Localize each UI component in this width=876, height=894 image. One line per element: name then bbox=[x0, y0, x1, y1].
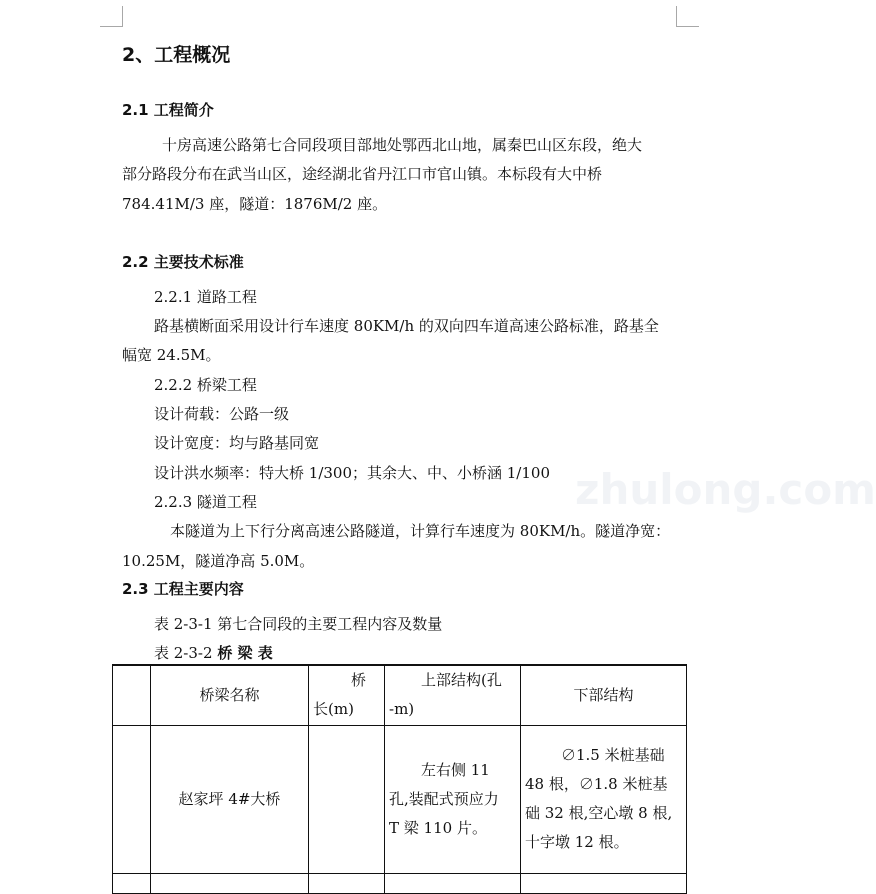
intro-line-1: 十房高速公路第七合同段项目部地处鄂西北山地，属秦巴山区东段，绝大 bbox=[162, 136, 643, 154]
table2-caption-prefix: 表 2-3-2 bbox=[154, 644, 218, 662]
partial-cell-1 bbox=[113, 873, 151, 893]
row-bridge-name: 赵家坪 4#大桥 bbox=[151, 725, 309, 873]
table2-caption-title: 桥 梁 表 bbox=[217, 644, 273, 662]
row-lower-line-4: 十字墩 12 根。 bbox=[525, 833, 629, 851]
page-corner-mark-right bbox=[676, 6, 699, 27]
heading-2-2: 2.2 主要技术标准 bbox=[122, 253, 244, 271]
tunnel-line-2: 10.25M，隧道净高 5.0M。 bbox=[122, 552, 315, 570]
row-lower-line-1: ∅1.5 米桩基础 bbox=[561, 746, 665, 764]
row-length bbox=[309, 725, 385, 873]
bridge-line-3: 设计洪水频率：特大桥 1/300；其余大、中、小桥涵 1/100 bbox=[154, 464, 550, 482]
table1-caption: 表 2-3-1 第七合同段的主要工程内容及数量 bbox=[154, 615, 443, 633]
row-upper-line-1: 左右侧 11 bbox=[421, 760, 490, 779]
header-length-b: 长(m) bbox=[313, 700, 354, 719]
header-lower: 下部结构 bbox=[521, 665, 687, 725]
road-line-2: 幅宽 24.5M。 bbox=[122, 346, 221, 364]
table-header-row bbox=[113, 665, 687, 725]
table-row-partial bbox=[113, 873, 687, 893]
row-upper-line-3: T 梁 110 片。 bbox=[389, 818, 487, 837]
section-title: 2、工程概况 bbox=[122, 44, 231, 66]
road-line-1: 路基横断面采用设计行车速度 80KM/h 的双向四车道高速公路标准，路基全 bbox=[154, 317, 659, 335]
header-upper-a: 上部结构(孔 bbox=[421, 671, 502, 690]
table-row bbox=[113, 725, 687, 873]
header-length-a: 桥 bbox=[350, 671, 366, 690]
heading-2-3: 2.3 工程主要内容 bbox=[122, 580, 244, 598]
page-corner-mark-left bbox=[100, 6, 123, 27]
intro-line-3: 784.41M/3 座，隧道：1876M/2 座。 bbox=[122, 195, 388, 213]
tunnel-line-1: 本隧道为上下行分离高速公路隧道，计算行车速度为 80KM/h。隧道净宽： bbox=[170, 522, 671, 540]
road-title: 2.2.1 道路工程 bbox=[154, 288, 257, 306]
bridge-table bbox=[112, 664, 687, 894]
table2-caption bbox=[154, 642, 273, 663]
bridge-line-1: 设计荷载：公路一级 bbox=[154, 405, 290, 423]
row-index-cell bbox=[113, 725, 151, 873]
partial-cell-2 bbox=[151, 873, 309, 893]
header-upper bbox=[385, 665, 521, 725]
heading-2-1: 2.1 工程简介 bbox=[122, 101, 214, 119]
header-upper-b: -m) bbox=[389, 700, 415, 719]
partial-cell-5 bbox=[521, 873, 687, 893]
row-lower-line-3: 础 32 根,空心墩 8 根, bbox=[525, 804, 673, 822]
header-name: 桥梁名称 bbox=[151, 665, 309, 725]
header-length bbox=[309, 665, 385, 725]
bridge-line-2: 设计宽度：均与路基同宽 bbox=[154, 434, 320, 452]
watermark: zhulong.com bbox=[575, 465, 876, 514]
tunnel-title: 2.2.3 隧道工程 bbox=[154, 493, 257, 511]
row-lower-line-2: 48 根，∅1.8 米桩基 bbox=[525, 775, 668, 793]
row-upper bbox=[385, 725, 521, 873]
row-lower bbox=[521, 725, 687, 873]
bridge-title: 2.2.2 桥梁工程 bbox=[154, 376, 257, 394]
partial-cell-4 bbox=[385, 873, 521, 893]
header-index-cell bbox=[113, 665, 151, 725]
partial-cell-3 bbox=[309, 873, 385, 893]
row-upper-line-2: 孔,装配式预应力 bbox=[389, 789, 499, 808]
intro-line-2: 部分路段分布在武当山区，途经湖北省丹江口市官山镇。本标段有大中桥 bbox=[122, 165, 603, 183]
